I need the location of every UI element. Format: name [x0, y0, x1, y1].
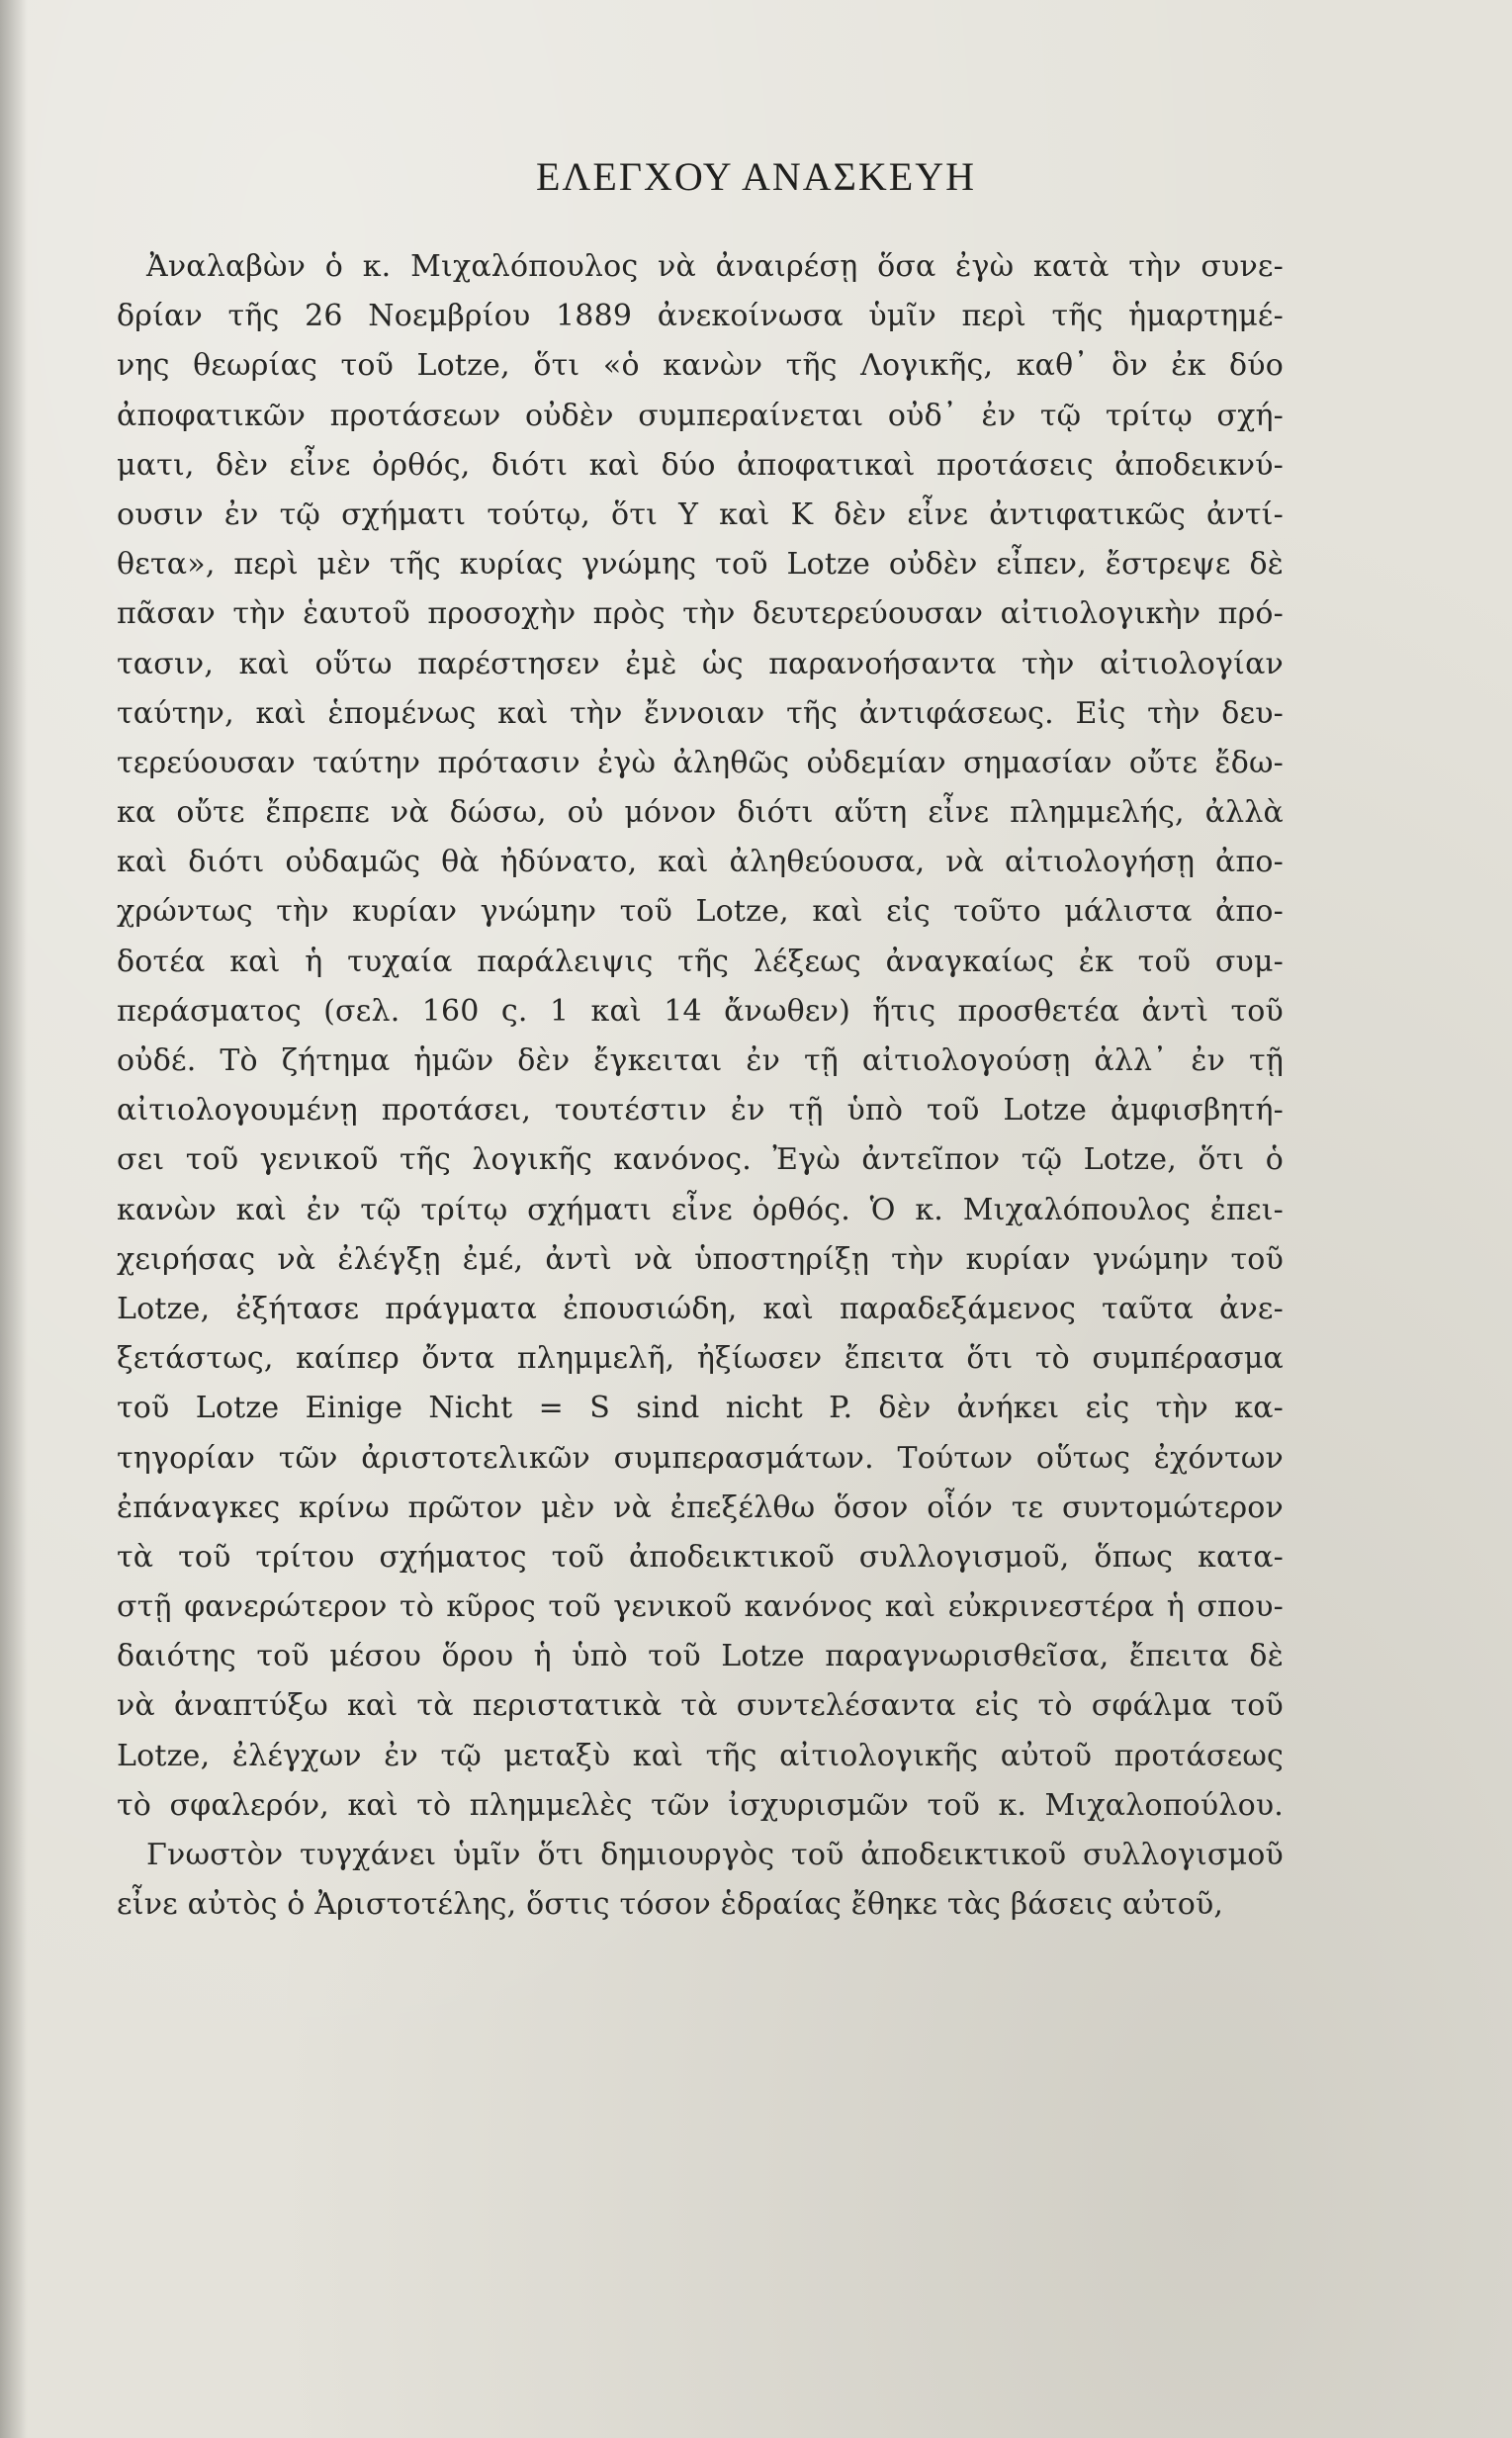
- text-line: ξετάστως, καίπερ ὄντα πλημμελῆ, ἠξίωσεν ἔπειτα ὅτι τὸ συμπέρασμα: [117, 1341, 1284, 1377]
- text-line: πᾶσαν τὴν ἑαυτοῦ προσοχὴν πρὸς τὴν δευτερεύουσαν αἰτιολογικὴν πρό-: [117, 596, 1284, 632]
- text-line: δρίαν τῆς 26 Νοεμβρίου 1889 ἀνεκοίνωσα ὑμῖν περὶ τῆς ἡμαρτημέ-: [117, 299, 1284, 334]
- text-line: χρώντως τὴν κυρίαν γνώμην τοῦ Lotze, καὶ εἰς τοῦτο μάλιστα ἀπο-: [117, 894, 1284, 930]
- text-line: Lotze, ἐλέγχων ἐν τῷ μεταξὺ καὶ τῆς αἰτιολογικῆς αὐτοῦ προτάσεως: [117, 1738, 1284, 1773]
- text-line: κανὼν καὶ ἐν τῷ τρίτῳ σχήματι εἶνε ὀρθός. Ὁ κ. Μιχαλόπουλος ἐπει-: [117, 1192, 1284, 1227]
- body-text: [117, 242, 1284, 1930]
- text-line: ταύτην, καὶ ἑπομένως καὶ τὴν ἔννοιαν τῆς ἀντιφάσεως. Εἰς τὴν δευ-: [117, 695, 1284, 731]
- text-line: Lotze, ἐξήτασε πράγματα ἐπουσιώδη, καὶ παραδεξάμενος ταῦτα ἀνε-: [117, 1291, 1284, 1326]
- text-line: θετα», περὶ μὲν τῆς κυρίας γνώμης τοῦ Lotze οὐδὲν εἶπεν, ἔστρεψε δὲ: [117, 547, 1284, 583]
- text-line: τασιν, καὶ οὕτω παρέστησεν ἐμὲ ὡς παρανοήσαντα τὴν αἰτιολογίαν: [117, 646, 1284, 681]
- text-line: καὶ διότι οὐδαμῶς θὰ ἠδύνατο, καὶ ἀληθεύουσα, νὰ αἰτιολογήσῃ ἀπο-: [117, 845, 1284, 880]
- text-line: νὰ ἀναπτύξω καὶ τὰ περιστατικὰ τὰ συντελέσαντα εἰς τὸ σφάλμα τοῦ: [117, 1688, 1284, 1724]
- text-line: Ἀναλαβὼν ὁ κ. Μιχαλόπουλος νὰ ἀναιρέσῃ ὅσα ἐγὼ κατὰ τὴν συνε-: [146, 249, 1284, 284]
- text-line: σει τοῦ γενικοῦ τῆς λογικῆς κανόνος. Ἐγὼ ἀντεῖπον τῷ Lotze, ὅτι ὁ: [117, 1142, 1284, 1178]
- text-line: τὸ σφαλερόν, καὶ τὸ πλημμελὲς τῶν ἰσχυρισμῶν τοῦ κ. Μιχαλοπούλου.: [117, 1787, 1284, 1823]
- text-line: τηγορίαν τῶν ἀριστοτελικῶν συμπερασμάτων. Τούτων οὕτως ἐχόντων: [117, 1440, 1284, 1476]
- text-line: τὰ τοῦ τρίτου σχήματος τοῦ ἀποδεικτικοῦ συλλογισμοῦ, ὅπως κατα-: [117, 1539, 1284, 1575]
- text-line: νης θεωρίας τοῦ Lotze, ὅτι «ὁ κανὼν τῆς Λογικῆς, καθ᾽ ὃν ἐκ δύο: [117, 348, 1284, 384]
- text-line: τερεύουσαν ταύτην πρότασιν ἐγὼ ἀληθῶς οὐδεμίαν σημασίαν οὔτε ἔδω-: [117, 745, 1284, 780]
- page-edge-shadow: [0, 0, 28, 2438]
- text-line: ματι, δὲν εἶνε ὀρθός, διότι καὶ δύο ἀποφατικαὶ προτάσεις ἀποδεικνύ-: [117, 447, 1284, 483]
- running-head: ΕΛΕΓΧΟΥ ΑΝΑΣΚΕΥΗ: [535, 154, 976, 199]
- text-line: δαιότης τοῦ μέσου ὅρου ἡ ὑπὸ τοῦ Lotze παραγνωρισθεῖσα, ἔπειτα δὲ: [117, 1639, 1284, 1674]
- text-line: Γνωστὸν τυγχάνει ὑμῖν ὅτι δημιουργὸς τοῦ ἀποδεικτικοῦ συλλογισμοῦ: [146, 1838, 1284, 1872]
- text-line: ἐπάναγκες κρίνω πρῶτον μὲν νὰ ἐπεξέλθω ὅσον οἷόν τε συντομώτερον: [117, 1490, 1284, 1525]
- text-line: ουσιν ἐν τῷ σχήματι τούτῳ, ὅτι Υ καὶ Κ δὲν εἶνε ἀντιφατικῶς ἀντί-: [117, 497, 1284, 532]
- text-line: εἶνε αὐτὸς ὁ Ἀριστοτέλης, ὅστις τόσον ἑδραίας ἔθηκε τὰς βάσεις αὐτοῦ,: [117, 1887, 1224, 1923]
- text-line: στῇ φανερώτερον τὸ κῦρος τοῦ γενικοῦ κανόνος καὶ εὐκρινεστέρα ἡ σπου-: [117, 1589, 1284, 1625]
- text-line: δοτέα καὶ ἡ τυχαία παράλειψις τῆς λέξεως ἀναγκαίως ἐκ τοῦ συμ-: [117, 944, 1284, 979]
- text-line: χειρήσας νὰ ἐλέγξῃ ἐμέ, ἀντὶ νὰ ὑποστηρίξῃ τὴν κυρίαν γνώμην τοῦ: [117, 1241, 1284, 1277]
- text-line: κα οὔτε ἔπρεπε νὰ δώσω, οὐ μόνον διότι αὕτη εἶνε πλημμελής, ἀλλὰ: [117, 795, 1284, 831]
- text-line: οὐδέ. Τὸ ζήτημα ἡμῶν δὲν ἔγκειται ἐν τῇ αἰτιολογούσῃ ἀλλ᾽ ἐν τῇ: [117, 1043, 1284, 1078]
- text-line: περάσματος (σελ. 160 ς. 1 καὶ 14 ἄνωθεν) ἥτις προσθετέα ἀντὶ τοῦ: [117, 993, 1284, 1029]
- text-line: αἰτιολογουμένῃ προτάσει, τουτέστιν ἐν τῇ ὑπὸ τοῦ Lotze ἀμφισβητή-: [117, 1093, 1284, 1129]
- text-line: τοῦ Lotze Einige Nicht = S sind nicht P. δὲν ἀνήκει εἰς τὴν κα-: [117, 1391, 1284, 1426]
- text-line: ἀποφατικῶν προτάσεων οὐδὲν συμπεραίνεται οὐδ᾽ ἐν τῷ τρίτῳ σχή-: [117, 398, 1284, 433]
